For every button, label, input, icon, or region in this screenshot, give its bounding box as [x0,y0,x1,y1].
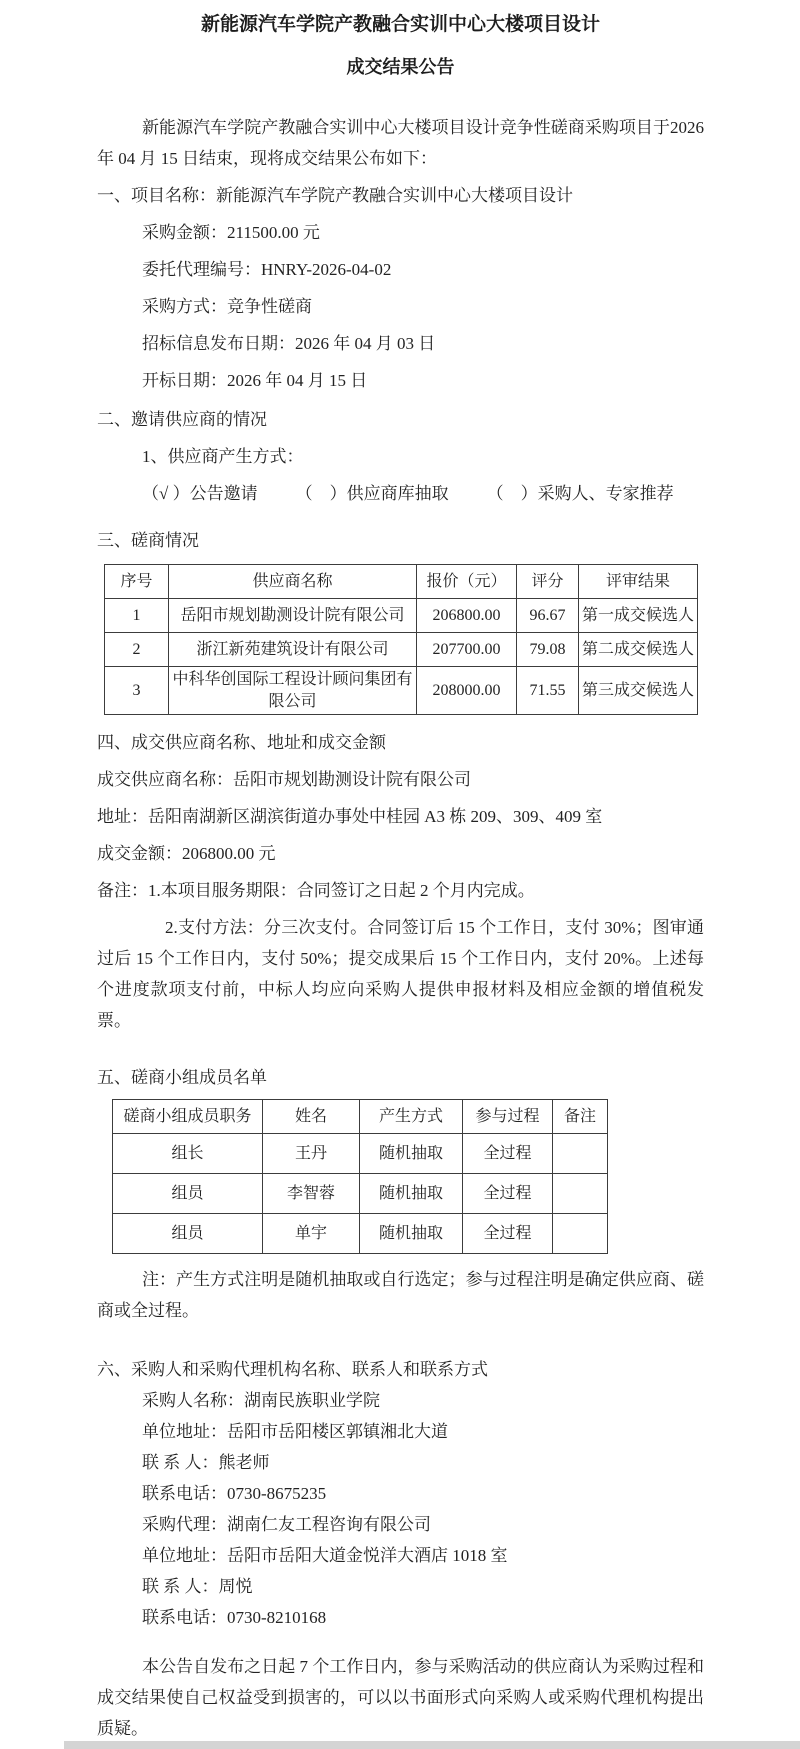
cell-role: 组员 [113,1214,263,1254]
cell-name: 王丹 [263,1134,360,1174]
cell-name: 李智蓉 [263,1174,360,1214]
panel-note: 注：产生方式注明是随机抽取或自行选定；参与过程注明是确定供应商、磋商或全过程。 [97,1270,704,1320]
header-price: 报价（元） [417,565,517,599]
buyer-name-line: 采购人名称：湖南民族职业学院 [142,1391,380,1410]
header-role: 磋商小组成员职务 [113,1100,263,1134]
buyer-contact-line: 联 系 人：熊老师 [142,1453,270,1472]
supplier-row [105,633,698,667]
supplier-row [105,599,698,633]
supplier-row [105,667,698,715]
cell-remark [553,1134,608,1174]
closing-paragraph: 本公告自发布之日起 7 个工作日内，参与采购活动的供应商认为采购过程和成交结果使自己权益受到损害的，可以以书面形式向采购人或采购代理机构提出质疑。 [97,1657,704,1738]
section-2-heading: 二、邀请供应商的情况 [97,410,267,429]
panel-row [113,1174,608,1214]
cell-seq: 3 [105,667,169,715]
cell-remark [553,1174,608,1214]
remark-line-1: 备注：1.本项目服务期限：合同签订之日起 2 个月内完成。 [97,881,535,900]
tender-publish-date-line: 招标信息发布日期：2026 年 04 月 03 日 [142,334,436,353]
section-4-heading: 四、成交供应商名称、地址和成交金额 [97,733,386,752]
agent-name-line: 采购代理：湖南仁友工程咨询有限公司 [142,1515,431,1534]
supplier-method-label: 1、供应商产生方式： [142,447,304,466]
cell-result: 第三成交候选人 [579,667,698,715]
deal-amount-line: 成交金额：206800.00 元 [97,844,276,863]
purchase-amount-line: 采购金额：211500.00 元 [142,223,320,242]
panel-row [113,1134,608,1174]
cell-score: 79.08 [517,633,579,667]
negotiation-table [104,564,698,715]
section-6-heading: 六、采购人和采购代理机构名称、联系人和联系方式 [97,1360,488,1379]
header-seq: 序号 [105,565,169,599]
agency-number-line: 委托代理编号：HNRY-2026-04-02 [142,260,392,279]
cell-score: 96.67 [517,599,579,633]
section-5-heading: 五、磋商小组成员名单 [97,1068,267,1087]
page-bottom-bar [64,1741,800,1749]
page-title: 新能源汽车学院产教融合实训中心大楼项目设计 [200,14,600,35]
header-supplier: 供应商名称 [169,565,417,599]
cell-role: 组员 [113,1174,263,1214]
cell-price: 208000.00 [417,667,517,715]
header-remark: 备注 [553,1100,608,1134]
cell-result: 第二成交候选人 [579,633,698,667]
cell-supplier: 浙江新苑建筑设计有限公司 [169,633,417,667]
cell-process: 全过程 [463,1134,553,1174]
cell-remark [553,1214,608,1254]
cell-method: 随机抽取 [360,1214,463,1254]
cell-role: 组长 [113,1134,263,1174]
cell-seq: 1 [105,599,169,633]
cell-seq: 2 [105,633,169,667]
buyer-address-line: 单位地址：岳阳市岳阳楼区郭镇湘北大道 [142,1422,448,1441]
intro-paragraph: 新能源汽车学院产教融合实训中心大楼项目设计竞争性磋商采购项目于2026 年 04 月 15 日结束，现将成交结果公布如下： [97,118,704,168]
option-pool-draw: （ ）供应商库抽取 [295,484,449,503]
cell-method: 随机抽取 [360,1134,463,1174]
bid-opening-date-line: 开标日期：2026 年 04 月 15 日 [142,371,368,390]
winner-name-line: 成交供应商名称：岳阳市规划勘测设计院有限公司 [97,770,471,789]
cell-process: 全过程 [463,1174,553,1214]
panel-row [113,1214,608,1254]
cell-method: 随机抽取 [360,1174,463,1214]
header-process: 参与过程 [463,1100,553,1134]
option-public-invite: （√ ）公告邀请 [142,484,258,503]
cell-score: 71.55 [517,667,579,715]
section-3-heading: 三、磋商情况 [97,531,199,550]
supplier-method-options [97,478,704,509]
header-method: 产生方式 [360,1100,463,1134]
option-expert-recommend: （ ）采购人、专家推荐 [486,484,674,503]
agent-contact-line: 联 系 人：周悦 [142,1577,253,1596]
section-1-heading: 一、项目名称：新能源汽车学院产教融合实训中心大楼项目设计 [97,186,573,205]
agent-phone-line: 联系电话：0730-8210168 [142,1608,327,1627]
announcement-subtitle: 成交结果公告 [346,57,455,77]
panel-table [112,1099,608,1254]
winner-address-line: 地址：岳阳南湖新区湖滨街道办事处中桂园 A3 栋 209、309、409 室 [97,807,603,826]
cell-result: 第一成交候选人 [579,599,698,633]
cell-name: 单宇 [263,1214,360,1254]
cell-supplier: 中科华创国际工程设计顾问集团有限公司 [169,667,417,715]
buyer-phone-line: 联系电话：0730-8675235 [142,1484,327,1503]
agent-address-line: 单位地址：岳阳市岳阳大道金悦洋大酒店 1018 室 [142,1546,508,1565]
panel-table-header-row [113,1100,608,1134]
cell-supplier: 岳阳市规划勘测设计院有限公司 [169,599,417,633]
header-result: 评审结果 [579,565,698,599]
header-score: 评分 [517,565,579,599]
cell-price: 206800.00 [417,599,517,633]
header-name: 姓名 [263,1100,360,1134]
negotiation-table-header-row [105,565,698,599]
cell-process: 全过程 [463,1214,553,1254]
purchase-method-line: 采购方式：竞争性磋商 [142,297,312,316]
remark-paragraph: 2.支付方法：分三次支付。合同签订后 15 个工作日，支付 30%；图审通过后 15 个工作日内，支付 50%；提交成果后 15 个工作日内，支付 20%。上述每个进度款项支付前，中标人均应向采购人提供申报材料及相应金额的增值税发票。 [97,918,704,1030]
cell-price: 207700.00 [417,633,517,667]
